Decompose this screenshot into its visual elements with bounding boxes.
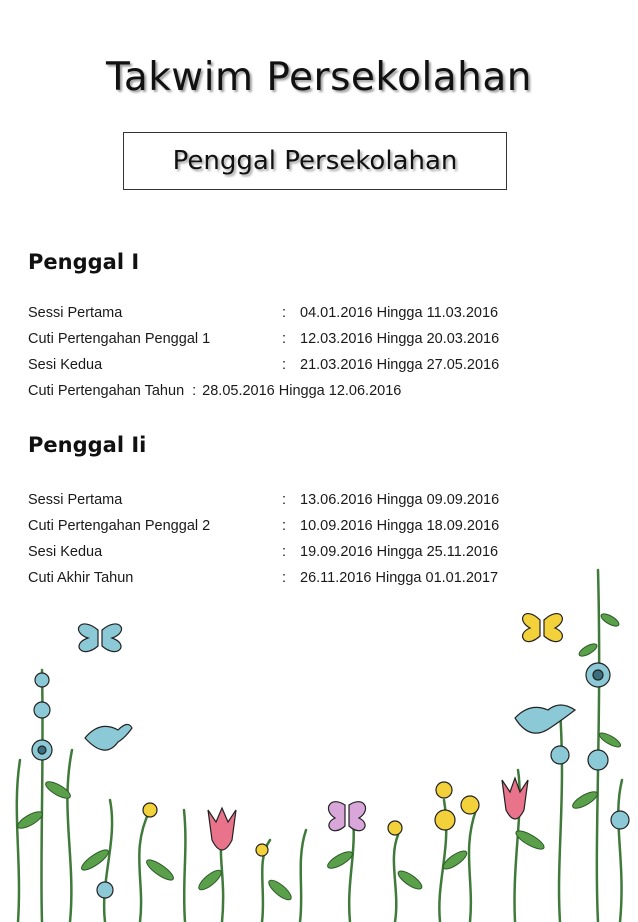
row-value: 13.06.2016 Hingga 09.09.2016 (300, 492, 500, 508)
subtitle-text: Penggal Persekolahan (172, 146, 458, 176)
row-value: 12.03.2016 Hingga 20.03.2016 (300, 331, 500, 347)
row-label: Cuti Akhir Tahun (28, 570, 134, 586)
row-value: 26.11.2016 Hingga 01.01.2017 (300, 570, 499, 586)
row-colon: : (282, 492, 287, 508)
row-value: 10.09.2016 Hingga 18.09.2016 (300, 518, 500, 534)
row-value: 04.01.2016 Hingga 11.03.2016 (300, 305, 499, 321)
row-colon: : (282, 357, 287, 373)
row-label: Sessi Pertama (28, 492, 123, 508)
yellow-flowers (143, 782, 479, 856)
row-label: Cuti Pertengahan Tahun (28, 383, 185, 399)
row-label: Cuti Pertengahan Penggal 1 (28, 331, 211, 347)
row-colon: : (192, 383, 197, 399)
garden-illustration (0, 560, 638, 922)
row-colon: : (282, 305, 287, 321)
row-value: 21.03.2016 Hingga 27.05.2016 (300, 357, 500, 373)
row-label: Sessi Pertama (28, 305, 123, 321)
row-value: 28.05.2016 Hingga 12.06.2016 (202, 383, 402, 399)
row-colon: : (282, 570, 287, 586)
row-value: 19.09.2016 Hingga 25.11.2016 (300, 544, 499, 560)
section-heading-penggal-1: Penggal I (28, 250, 140, 274)
butterflies (79, 614, 563, 831)
plant-leaves (15, 612, 622, 903)
row-label: Cuti Pertengahan Penggal 2 (28, 518, 211, 534)
row-label: Sesi Kedua (28, 544, 103, 560)
subtitle-box (123, 132, 507, 190)
section-heading-penggal-2: Penggal Ii (28, 433, 147, 457)
birds (85, 705, 575, 750)
page-title: Takwim Persekolahan (105, 55, 533, 100)
row-colon: : (282, 544, 287, 560)
row-colon: : (282, 331, 287, 347)
tulips (208, 778, 528, 850)
row-label: Sesi Kedua (28, 357, 103, 373)
row-colon: : (282, 518, 287, 534)
schedule-row (28, 383, 401, 399)
